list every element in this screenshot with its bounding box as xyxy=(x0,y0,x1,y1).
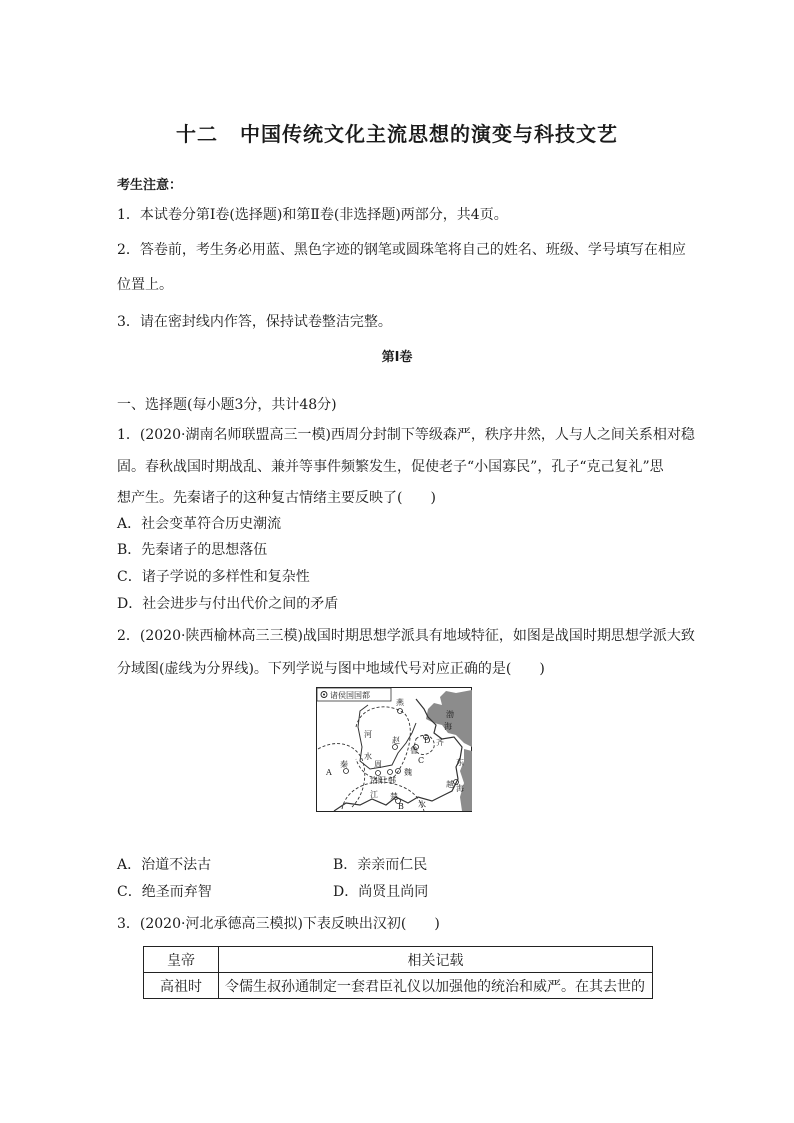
map-label-shui: 水 xyxy=(364,752,372,761)
q1-option-c: C．诸子学说的多样性和复杂性 xyxy=(117,569,310,585)
map-label-shui-south: 水 xyxy=(418,800,426,809)
page-title xyxy=(0,118,794,147)
table-row xyxy=(144,973,653,999)
q3-line-1: 3．(2020·河北承德高三模拟)下表反映出汉初( ) xyxy=(117,916,440,932)
title-number: 十二 xyxy=(176,122,218,146)
map-label-hai: 海 xyxy=(444,722,452,731)
q1-option-d: D．社会进步与付出代价之间的矛盾 xyxy=(117,596,339,612)
q1-option-b: B．先秦诸子的思想落伍 xyxy=(117,542,268,558)
part-heading: 一、选择题(每小题3分，共计48分) xyxy=(117,397,337,413)
map-label-lu: 鲁 xyxy=(410,746,418,755)
notice-item-1: 1．本试卷分第Ⅰ卷(选择题)和第Ⅱ卷(非选择题)两部分，共4页。 xyxy=(117,207,508,223)
map-label-wei: 魏 xyxy=(404,768,412,777)
q2-line-2: 分域图(虚线为分界线)。下列学说与图中地域代号对应正确的是( ) xyxy=(117,661,545,677)
map-label-zhao: 赵 xyxy=(392,736,400,745)
q1-line-1: 1．(2020·湖南名师联盟高三一模)西周分封制下等级森严，秩序井然，人与人之间关系相对稳 xyxy=(117,427,695,443)
map-label-luoyang: 洛阳 xyxy=(370,776,386,785)
notice-item-2-line-1: 2．答卷前，考生务必用蓝、黑色字迹的钢笔或圆珠笔将自己的姓名、班级、学号填写在相应 xyxy=(117,242,686,258)
map-label-c: C xyxy=(418,756,425,765)
q1-line-3: 想产生。先秦诸子的这种复古情绪主要反映了( ) xyxy=(117,490,436,506)
notice-heading: 考生注意： xyxy=(117,178,183,193)
map-label-qi: 齐 xyxy=(436,738,444,747)
map-label-he: 河 xyxy=(364,730,372,739)
q1-line-2: 固。春秋战国时期战乱、兼并等事件频繁发生，促使老子“小国寡民”，孔子“克己复礼”思 xyxy=(117,459,664,475)
section-title: 第Ⅰ卷 xyxy=(381,350,413,365)
q2-option-c: C．绝圣而弃智 xyxy=(117,884,212,900)
map-label-qin: 秦 xyxy=(340,760,348,769)
map-label-dong: 东 xyxy=(456,758,464,767)
table-cell: 令儒生叔孙通制定一套君臣礼仪以加强他的统治和威严。在其去世的 xyxy=(219,973,653,999)
map-label-han: 韩 xyxy=(388,776,396,785)
map-label-jiang: 江 xyxy=(370,790,378,799)
map-label-yue: 越 xyxy=(446,780,454,789)
map-label-zhou: 周 xyxy=(374,760,382,769)
map-label-chu: 楚 xyxy=(390,792,398,801)
table-header-cell: 相关记载 xyxy=(219,947,653,973)
table-header-cell: 皇帝 xyxy=(144,947,219,973)
q3-table xyxy=(143,946,653,999)
table-header-row xyxy=(144,947,653,973)
notice-item-3: 3．请在密封线内作答，保持试卷整洁完整。 xyxy=(117,314,392,330)
map-label-bo: 渤 xyxy=(446,710,454,719)
legend-label: 诸侯国国都 xyxy=(330,691,370,700)
map-label-hai-east: 海 xyxy=(456,784,464,793)
title-text: 中国传统文化主流思想的演变与科技文艺 xyxy=(240,122,618,146)
table-cell: 高祖时 xyxy=(144,973,219,999)
q2-option-b: B．亲亲而仁民 xyxy=(333,857,428,873)
map-label-d: D xyxy=(424,736,431,745)
notice-item-2-line-2: 位置上。 xyxy=(117,277,173,293)
map-label-b: B xyxy=(398,802,404,811)
warring-states-map xyxy=(316,687,472,812)
q2-line-1: 2．(2020·陕西榆林高三三模)战国时期思想学派具有地域特征，如图是战国时期思想学派大致 xyxy=(117,628,695,644)
map-label-yan: 燕 xyxy=(396,698,404,707)
q1-option-a: A．社会变革符合历史潮流 xyxy=(117,516,282,532)
q2-option-d: D．尚贤且尚同 xyxy=(333,884,429,900)
map-label-a: A xyxy=(326,768,332,777)
q2-option-a: A．治道不法古 xyxy=(117,857,212,873)
